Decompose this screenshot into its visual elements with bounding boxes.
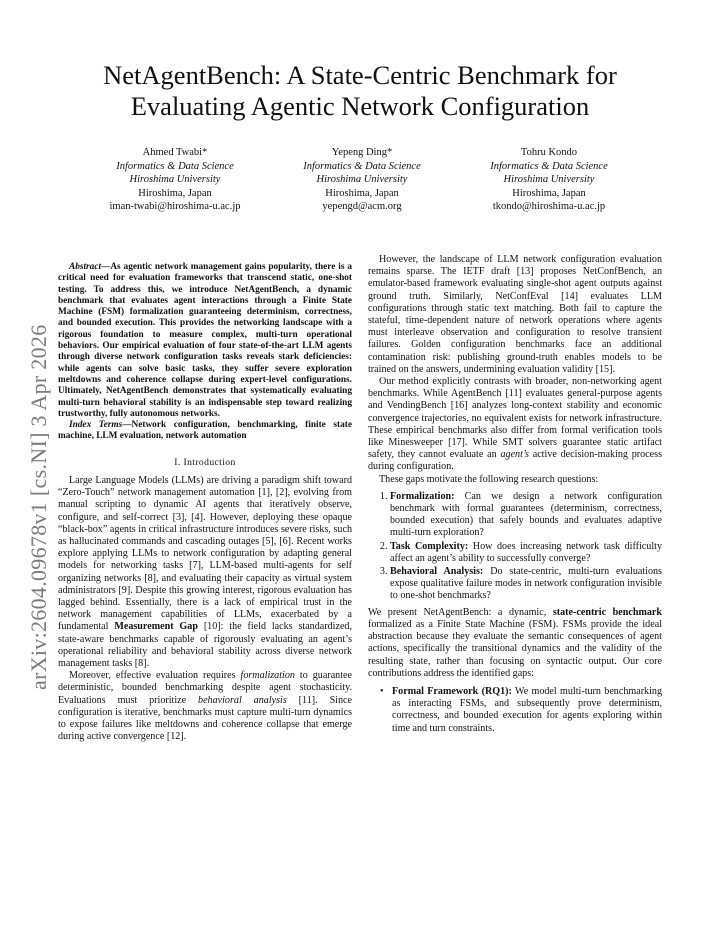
left-column (58, 262, 352, 743)
question-label: Task Complexity: (390, 540, 469, 552)
text-run: [11]. Since configuration is iterative, benchmarks must capture multi-turn dynamics to expose failures like meltdowns and coherence collapse that emerge during active convergence [12]. (58, 694, 352, 743)
author-email[interactable]: iman-twabi@hiroshima-u.ac.jp (109, 201, 241, 213)
text-italic: agent’s (500, 449, 529, 461)
author-1 (82, 146, 268, 214)
author-email[interactable]: yepengd@acm.org (322, 201, 402, 213)
text-run: Our method explicitly contrasts with broader, non-networking agent benchmarks. While AgentBench [11] evaluates general-purpose agents and VendingBench [16] analyzes long-context stability and economic convergence trajectories, no equivalent exists for network infrastructure. These empirical benchmarks also differ from formal verification tools like Minesweeper [17]. While SMT solvers guarantee static artifact safety, they cannot evaluate an (368, 376, 662, 461)
arxiv-identifier (14, 240, 58, 690)
author-email[interactable]: tkondo@hiroshima-u.ac.jp (492, 201, 606, 213)
abstract-label: Abstract (69, 262, 102, 272)
abstract (58, 262, 352, 420)
text-bold: state-centric benchmark (552, 606, 662, 618)
author-name: Yepeng Ding* (331, 147, 393, 158)
intro-paragraph-4 (368, 376, 662, 474)
text-run: formalized as a Finite State Machine (FSM). FSMs provide the ideal abstraction because they evaluate the semantic consequences of agent actions, specifically the transitional dynamics and the validity of the resulting state, rather than focusing on syntactic output. Our core contributions address the identified gaps: (368, 618, 662, 679)
intro-paragraph-2 (58, 670, 352, 743)
author-name: Ahmed Twabi* (142, 147, 208, 158)
author-dept: Informatics & Data Science (116, 160, 234, 172)
intro-paragraph-5: These gaps motivate the following research questions: (379, 473, 599, 485)
question-text: Do state-centric, multi-turn evaluations expose qualitative failure modes in network configuration invisible to one-shot benchmarks? (390, 566, 662, 602)
paper-title: NetAgentBench: A State-Centric Benchmark for Evaluating Agentic Network Configuration (103, 60, 617, 121)
research-question (390, 541, 662, 565)
arxiv-stamp (14, 240, 58, 690)
author-loc: Hiroshima, Japan (138, 187, 212, 199)
author-loc: Hiroshima, Japan (325, 187, 399, 199)
author-univ: Hiroshima University (503, 174, 595, 186)
index-terms (58, 420, 352, 443)
section-heading: I. Introduction (174, 456, 236, 468)
index-terms-label: Index Terms (69, 420, 123, 431)
text-italic: formalization (240, 670, 295, 682)
contribution-label: Formal Framework (RQ1): (392, 685, 512, 697)
text-run: We present NetAgentBench: a dynamic, (368, 606, 553, 618)
question-label: Formalization: (390, 490, 455, 502)
intro-paragraph-3: However, the landscape of LLM network configuration evaluation remains sparse. The IETF draft [13] proposes NetConfBench, an emulator-based framework evaluating single-shot agent outputs against ground truth. Similarly, NetConfEval [14] evaluates LLM configurations through static text matching. Both fail to capture the stateful, time-dependent nature of network operations where agents must interleave observation and configuration to resolve transient failures. Golden configuration benchmarks face an additional contamination risk: publishing ground-truth enables models to be trained on the answers, undermining evaluation validity [15]. (368, 254, 662, 375)
right-column (368, 254, 662, 735)
text-run: Large Language Models (LLMs) are driving a paradigm shift toward “Zero-Touch” network management automation [1], [2], evolving from manual scripting to dynamic AI agents that iteratively observe, configure, and self-correct [3], [4]. However, deploying these opaque “black-box” agents in critical infrastructure introduces severe risks, such as hallucinated commands and cascading outages [5], [6]. Recent works explore applying LLMs to network configuration by adapting general models for networking tasks [7], LLM-based multi-agents for self organizing networks [8], and evaluating their capacity as virtual system administrators [9]. Despite this growing interest, rigorous evaluation has lagged behind. Essentially, there is a lack of empirical trust in the network management capabilities of LLMs, exacerbated by a fundamental (58, 474, 352, 633)
question-text: How does increasing network task difficulty affect an agent’s ability to successfully converge? (390, 540, 662, 564)
intro-paragraph-1 (58, 475, 352, 670)
question-text: Can we design a network configuration benchmark with formal guarantees (determinism, correctness, bounded execution) that safely bounds and evaluates adaptive multi-turn exploration? (390, 490, 662, 539)
question-label: Behavioral Analysis: (390, 566, 484, 578)
author-loc: Hiroshima, Japan (512, 187, 586, 199)
contribution-list (368, 686, 662, 735)
text-run: active decision-making process during configuration. (368, 449, 662, 473)
author-name: Tohru Kondo (520, 147, 578, 158)
abstract-text: —As agentic network management gains popularity, there is a critical need for evaluation frameworks that transcend static, one-shot testing. To address this, we introduce NetAgentBench, a dynamic benchmark that evaluates agent interactions through a Finite State Machine (FSM) formalization guaranteeing determinism, correctness, and bounded execution. This provides the networking landscape with a rigorous foundation to measure complex, multi-turn operational behaviors. Our empirical evaluation of four state-of-the-art LLM agents through diverse network configuration tasks reveals stark deficiencies: while agents can solve basic tasks, they suffer severe exploration meltdowns and coherence collapse during expert-level configurations. Ultimately, NetAgentBench demonstrates that systematically evaluating multi-turn behavioral stability is an indispensable step toward realizing trustworthy, fully autonomous networks. (58, 262, 352, 419)
contribution-text: We model multi-turn benchmarking as interacting FSMs, and subsequently prove determinism, correctness, and bounded execution for agents exploring within time and turn constraints. (392, 685, 663, 734)
intro-paragraph-6 (368, 607, 662, 680)
text-run: Moreover, effective evaluation requires (69, 670, 241, 682)
index-terms-text: —Network configuration, benchmarking, finite state machine, LLM evaluation, network automation (58, 420, 352, 442)
research-questions (368, 491, 662, 603)
research-question (390, 491, 662, 540)
contribution-item (392, 686, 662, 735)
author-univ: Hiroshima University (129, 174, 221, 186)
text-bold: Measurement Gap (114, 621, 198, 633)
research-question (390, 566, 662, 603)
text-run: [10]: the field lacks standardized, state-aware benchmarks capable of rigorously evaluating an agent’s operational reliability and behavioral stability across diverse network management tasks [8]. (58, 621, 352, 669)
text-run: to guarantee deterministic, bounded benchmarking despite agent stochasticity. Evaluations must prioritize (58, 670, 352, 706)
author-dept: Informatics & Data Science (490, 160, 608, 172)
author-block (82, 146, 642, 214)
author-3 (456, 146, 642, 214)
author-dept: Informatics & Data Science (303, 160, 421, 172)
arxiv-id-text: arXiv:2604.09678v1 [cs.NI] 3 Apr 2026 (26, 324, 51, 690)
author-univ: Hiroshima University (316, 174, 408, 186)
author-2 (269, 146, 455, 214)
text-italic: behavioral analysis (198, 694, 287, 706)
